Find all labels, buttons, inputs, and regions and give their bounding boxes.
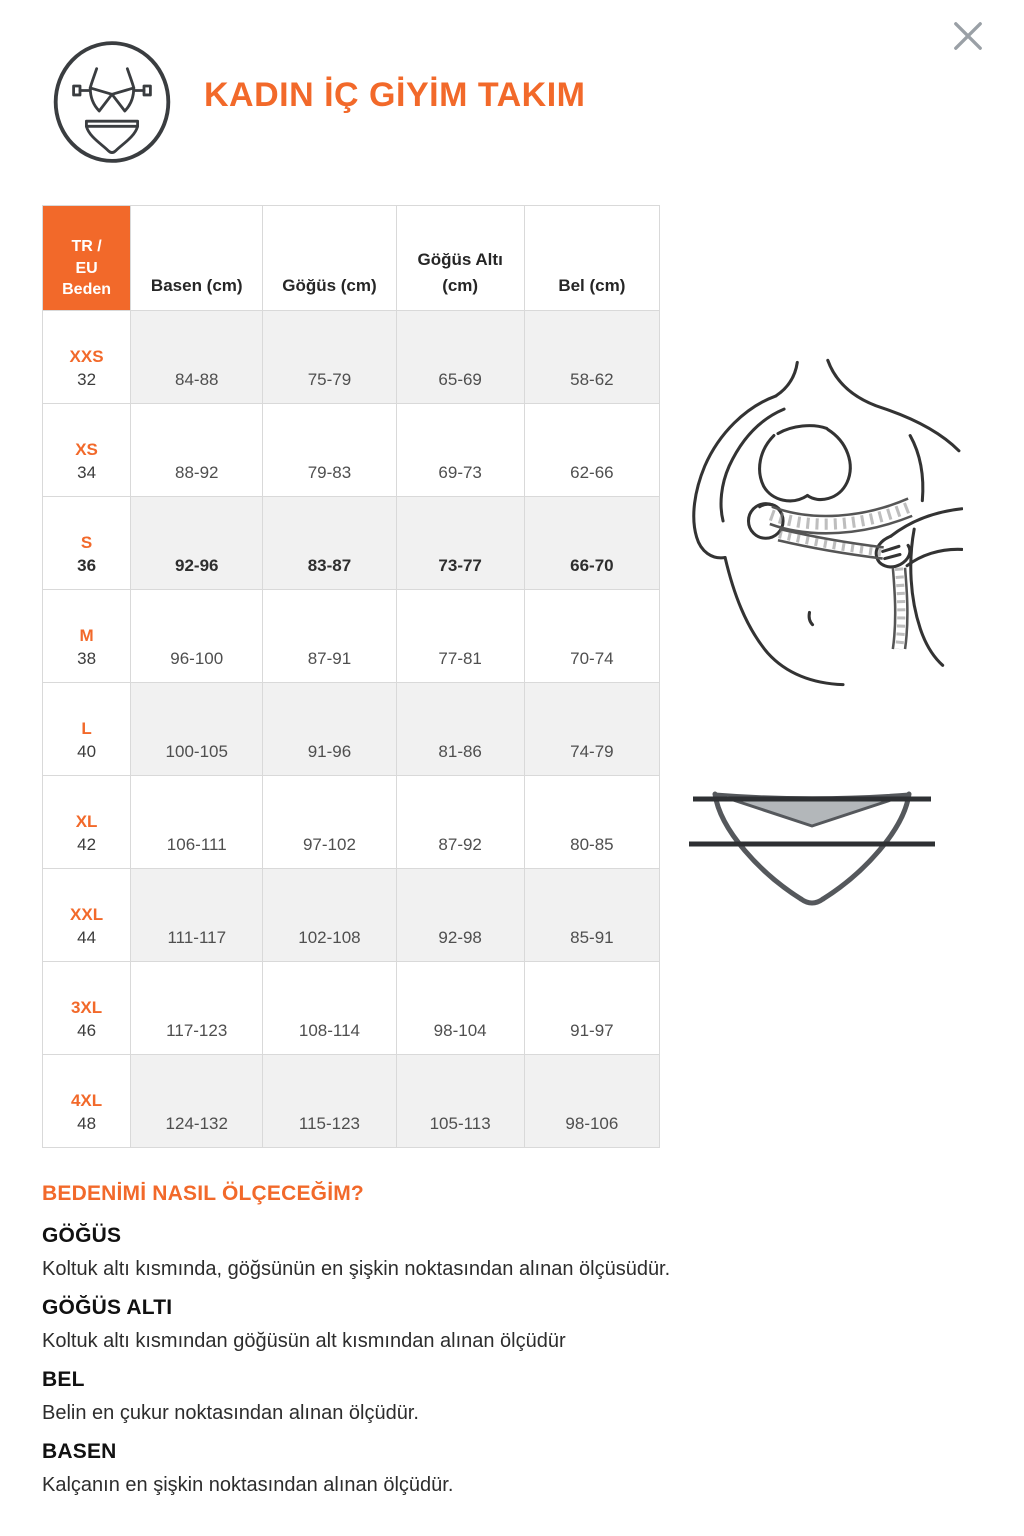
info-items	[42, 1224, 972, 1498]
size-table-row	[43, 776, 660, 869]
size-label: XS	[75, 440, 98, 459]
measure-value-bel: 91-97	[524, 962, 659, 1055]
measure-value-basen: 84-88	[131, 311, 263, 404]
info-description: Belin en çukur noktasından alınan ölçüdür.	[42, 1402, 419, 1424]
measure-value-bel: 70-74	[524, 590, 659, 683]
size-cell	[43, 1055, 131, 1148]
measure-value-gogus: 75-79	[263, 311, 396, 404]
info-description: Kalçanın en şişkin noktasından alınan ölçüdür.	[42, 1474, 454, 1496]
size-eu-number: 46	[77, 1021, 97, 1040]
size-label: 4XL	[70, 1091, 103, 1110]
info-term: BASEN	[42, 1440, 117, 1463]
measure-value-gogus-alti: 65-69	[396, 311, 524, 404]
size-eu-number: 32	[77, 370, 97, 389]
size-table-row	[43, 590, 660, 683]
measure-value-gogus: 79-83	[263, 404, 396, 497]
measure-value-gogus-alti: 87-92	[396, 776, 524, 869]
info-item	[42, 1440, 972, 1498]
measure-value-bel: 85-91	[524, 869, 659, 962]
measure-value-basen: 124-132	[131, 1055, 263, 1148]
measure-value-bel: 58-62	[524, 311, 659, 404]
measure-value-bel: 98-106	[524, 1055, 659, 1148]
size-cell	[43, 497, 131, 590]
size-label: 3XL	[70, 998, 103, 1017]
size-table-row	[43, 869, 660, 962]
size-eu-number: 36	[77, 556, 97, 575]
size-table-row	[43, 1055, 660, 1148]
measure-value-gogus-alti: 92-98	[396, 869, 524, 962]
size-column-header: TR / EU Beden	[43, 206, 131, 311]
size-table-body	[43, 311, 660, 1148]
close-icon	[948, 16, 988, 56]
size-table-row	[43, 683, 660, 776]
size-label: XXS	[69, 347, 104, 366]
size-table-row	[43, 962, 660, 1055]
measure-value-gogus: 102-108	[263, 869, 396, 962]
column-header-gogus: Göğüs (cm)	[263, 206, 396, 311]
size-cell	[43, 776, 131, 869]
measure-value-basen: 96-100	[131, 590, 263, 683]
close-button[interactable]	[946, 14, 990, 58]
info-item	[42, 1296, 972, 1354]
measure-value-bel: 80-85	[524, 776, 659, 869]
measure-value-gogus-alti: 77-81	[396, 590, 524, 683]
size-eu-number: 42	[77, 835, 97, 854]
measure-value-basen: 92-96	[131, 497, 263, 590]
size-table-row	[43, 497, 660, 590]
measure-value-gogus-alti: 98-104	[396, 962, 524, 1055]
size-table	[42, 205, 660, 1148]
info-description: Koltuk altı kısmında, göğsünün en şişkin noktasından alınan ölçüsüdür.	[42, 1258, 671, 1280]
size-label: XXL	[70, 905, 104, 924]
size-eu-number: 34	[77, 463, 97, 482]
page-title: KADIN İÇ GİYİM TAKIM	[204, 76, 586, 114]
size-eu-number: 40	[77, 742, 97, 761]
measure-value-gogus-alti: 81-86	[396, 683, 524, 776]
measure-value-gogus-alti: 69-73	[396, 404, 524, 497]
measure-value-basen: 111-117	[131, 869, 263, 962]
size-label: XL	[75, 812, 98, 831]
size-cell	[43, 683, 131, 776]
size-cell	[43, 404, 131, 497]
info-term: GÖĞÜS	[42, 1224, 122, 1247]
bust-measure-illustration	[658, 356, 963, 692]
measure-value-bel: 66-70	[524, 497, 659, 590]
size-label: L	[81, 719, 92, 738]
measure-value-bel: 74-79	[524, 683, 659, 776]
measure-value-gogus: 83-87	[263, 497, 396, 590]
info-item	[42, 1224, 972, 1282]
measure-value-basen: 100-105	[131, 683, 263, 776]
info-description: Koltuk altı kısmından göğüsün alt kısmından alınan ölçüdür	[42, 1330, 566, 1352]
lingerie-category-icon	[48, 36, 176, 168]
panty-measure-illustration	[686, 768, 938, 918]
column-header-gogus-alti: Göğüs Altı (cm)	[396, 206, 524, 311]
column-header-basen: Basen (cm)	[131, 206, 263, 311]
info-item	[42, 1368, 972, 1426]
size-cell	[43, 311, 131, 404]
measure-value-gogus: 115-123	[263, 1055, 396, 1148]
size-eu-number: 48	[77, 1114, 97, 1133]
size-eu-number: 44	[77, 928, 97, 947]
size-cell	[43, 962, 131, 1055]
measure-value-gogus: 87-91	[263, 590, 396, 683]
info-term: BEL	[42, 1368, 85, 1391]
size-label: S	[80, 533, 93, 552]
table-header-row	[43, 206, 660, 311]
size-table-row	[43, 311, 660, 404]
size-table-row	[43, 404, 660, 497]
measure-value-bel: 62-66	[524, 404, 659, 497]
size-eu-number: 38	[77, 649, 97, 668]
measure-value-gogus-alti: 73-77	[396, 497, 524, 590]
info-term: GÖĞÜS ALTI	[42, 1296, 173, 1319]
size-label: M	[79, 626, 94, 645]
measuring-info-section	[42, 1182, 972, 1504]
measure-value-basen: 117-123	[131, 962, 263, 1055]
column-header-bel: Bel (cm)	[524, 206, 659, 311]
measure-value-gogus-alti: 105-113	[396, 1055, 524, 1148]
measure-value-gogus: 97-102	[263, 776, 396, 869]
measure-value-gogus: 91-96	[263, 683, 396, 776]
size-cell	[43, 590, 131, 683]
size-cell	[43, 869, 131, 962]
measure-value-basen: 106-111	[131, 776, 263, 869]
info-heading: BEDENİMİ NASIL ÖLÇECEĞİM?	[42, 1182, 364, 1205]
measure-value-basen: 88-92	[131, 404, 263, 497]
measure-value-gogus: 108-114	[263, 962, 396, 1055]
